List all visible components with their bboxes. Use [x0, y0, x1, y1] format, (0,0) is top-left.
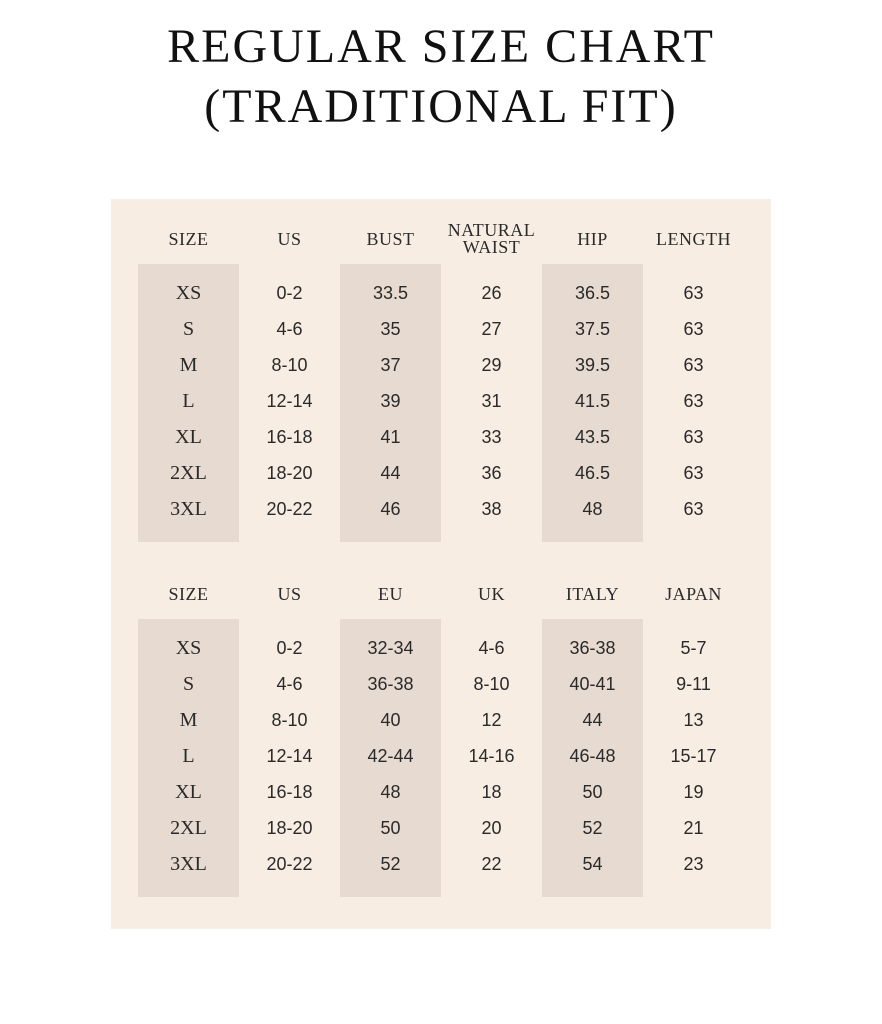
- cell-hip: 39.5: [574, 355, 611, 375]
- cell-hip: 41.5: [574, 391, 611, 411]
- chart-subtitle: (TRADITIONAL FIT): [204, 80, 678, 133]
- cell-uk: 14-16: [468, 746, 515, 766]
- cell-us: 8-10: [271, 355, 308, 375]
- cell-us: 18-20: [266, 818, 313, 838]
- cell-hip: 48: [582, 499, 603, 519]
- header-natural-waist-line2: WAIST: [462, 236, 521, 257]
- cell-us: 8-10: [271, 710, 308, 730]
- header-us: US: [277, 583, 302, 604]
- cell-eu: 50: [380, 818, 401, 838]
- cell-length: 63: [683, 427, 704, 447]
- cell-size: L: [182, 390, 195, 412]
- header-size: SIZE: [168, 583, 209, 604]
- cell-uk: 4-6: [478, 638, 505, 658]
- cell-italy: 36-38: [569, 638, 616, 658]
- cell-bust: 35: [380, 319, 401, 339]
- cell-eu: 40: [380, 710, 401, 730]
- cell-natural-waist: 26: [481, 283, 502, 303]
- cell-uk: 8-10: [473, 674, 510, 694]
- conversion-body: [138, 619, 744, 897]
- conversion-table: [138, 568, 744, 897]
- cell-us: 4-6: [276, 319, 303, 339]
- cell-us: 4-6: [276, 674, 303, 694]
- cell-uk: 20: [481, 818, 502, 838]
- cell-eu: 32-34: [367, 638, 414, 658]
- cell-hip: 36.5: [574, 283, 611, 303]
- cell-size: XL: [175, 426, 202, 448]
- cell-italy: 44: [582, 710, 603, 730]
- cell-size: S: [182, 318, 195, 340]
- cell-us: 18-20: [266, 463, 313, 483]
- measurements-body: [138, 264, 744, 542]
- cell-italy: 40-41: [569, 674, 616, 694]
- cell-hip: 46.5: [574, 463, 611, 483]
- column-eu: [340, 619, 441, 897]
- measurements-table: [138, 213, 744, 542]
- cell-us: 16-18: [266, 782, 313, 802]
- cell-size: 3XL: [170, 498, 207, 520]
- cell-length: 63: [683, 499, 704, 519]
- cell-uk: 12: [481, 710, 502, 730]
- column-us: [239, 264, 340, 542]
- cell-italy: 54: [582, 854, 603, 874]
- column-us: [239, 619, 340, 897]
- cell-size: XL: [175, 781, 202, 803]
- cell-us: 20-22: [266, 499, 313, 519]
- column-size: [138, 264, 239, 542]
- column-bust: [340, 264, 441, 542]
- cell-bust: 33.5: [372, 283, 409, 303]
- chart-title: REGULAR SIZE CHART: [167, 20, 715, 73]
- header-italy: ITALY: [565, 583, 620, 604]
- header-natural-waist-line1: NATURAL: [447, 219, 536, 240]
- cell-natural-waist: 38: [481, 499, 502, 519]
- cell-us: 0-2: [276, 283, 303, 303]
- conversion-header-row: [138, 568, 744, 619]
- cell-italy: 52: [582, 818, 603, 838]
- cell-us: 12-14: [266, 746, 313, 766]
- cell-size: XS: [175, 637, 202, 659]
- cell-japan: 9-11: [676, 674, 711, 694]
- cell-size: L: [182, 745, 195, 767]
- cell-length: 63: [683, 319, 704, 339]
- cell-japan: 21: [683, 818, 704, 838]
- column-italy: [542, 619, 643, 897]
- cell-length: 63: [683, 391, 704, 411]
- cell-natural-waist: 31: [481, 391, 502, 411]
- cell-bust: 39: [380, 391, 401, 411]
- header-size: SIZE: [168, 228, 209, 249]
- cell-size: S: [182, 673, 195, 695]
- cell-size: 2XL: [170, 462, 207, 484]
- header-japan: JAPAN: [665, 583, 722, 604]
- cell-eu: 36-38: [367, 674, 414, 694]
- cell-uk: 22: [481, 854, 502, 874]
- cell-eu: 52: [380, 854, 401, 874]
- column-japan: [643, 619, 744, 897]
- cell-us: 0-2: [276, 638, 303, 658]
- header-natural-waist: [441, 219, 542, 257]
- header-hip: HIP: [577, 228, 608, 249]
- cell-size: M: [179, 709, 198, 731]
- header-us: US: [277, 228, 302, 249]
- cell-italy: 50: [582, 782, 603, 802]
- cell-size: 3XL: [170, 853, 207, 875]
- cell-size: XS: [175, 282, 202, 304]
- cell-natural-waist: 27: [481, 319, 502, 339]
- cell-hip: 37.5: [574, 319, 611, 339]
- column-length: [643, 264, 744, 542]
- cell-italy: 46-48: [569, 746, 616, 766]
- cell-eu: 48: [380, 782, 401, 802]
- cell-eu: 42-44: [367, 746, 414, 766]
- cell-uk: 18: [481, 782, 502, 802]
- cell-bust: 46: [380, 499, 401, 519]
- cell-length: 63: [683, 463, 704, 483]
- cell-length: 63: [683, 355, 704, 375]
- cell-natural-waist: 36: [481, 463, 502, 483]
- cell-japan: 19: [683, 782, 704, 802]
- cell-natural-waist: 29: [481, 355, 502, 375]
- cell-length: 63: [683, 283, 704, 303]
- column-natural-waist: [441, 264, 542, 542]
- cell-us: 12-14: [266, 391, 313, 411]
- column-hip: [542, 264, 643, 542]
- measurements-header-row: [138, 213, 744, 264]
- cell-japan: 15-17: [670, 746, 717, 766]
- cell-size: 2XL: [170, 817, 207, 839]
- cell-japan: 5-7: [680, 638, 707, 658]
- column-uk: [441, 619, 542, 897]
- column-size: [138, 619, 239, 897]
- cell-us: 20-22: [266, 854, 313, 874]
- cell-us: 16-18: [266, 427, 313, 447]
- cell-size: M: [179, 354, 198, 376]
- header-eu: EU: [378, 583, 403, 604]
- cell-natural-waist: 33: [481, 427, 502, 447]
- cell-bust: 44: [380, 463, 401, 483]
- header-length: LENGTH: [656, 228, 731, 249]
- header-uk: UK: [478, 583, 505, 604]
- cell-bust: 41: [380, 427, 401, 447]
- cell-bust: 37: [380, 355, 401, 375]
- header-bust: BUST: [366, 228, 415, 249]
- cell-japan: 23: [683, 854, 704, 874]
- cell-japan: 13: [683, 710, 704, 730]
- cell-hip: 43.5: [574, 427, 611, 447]
